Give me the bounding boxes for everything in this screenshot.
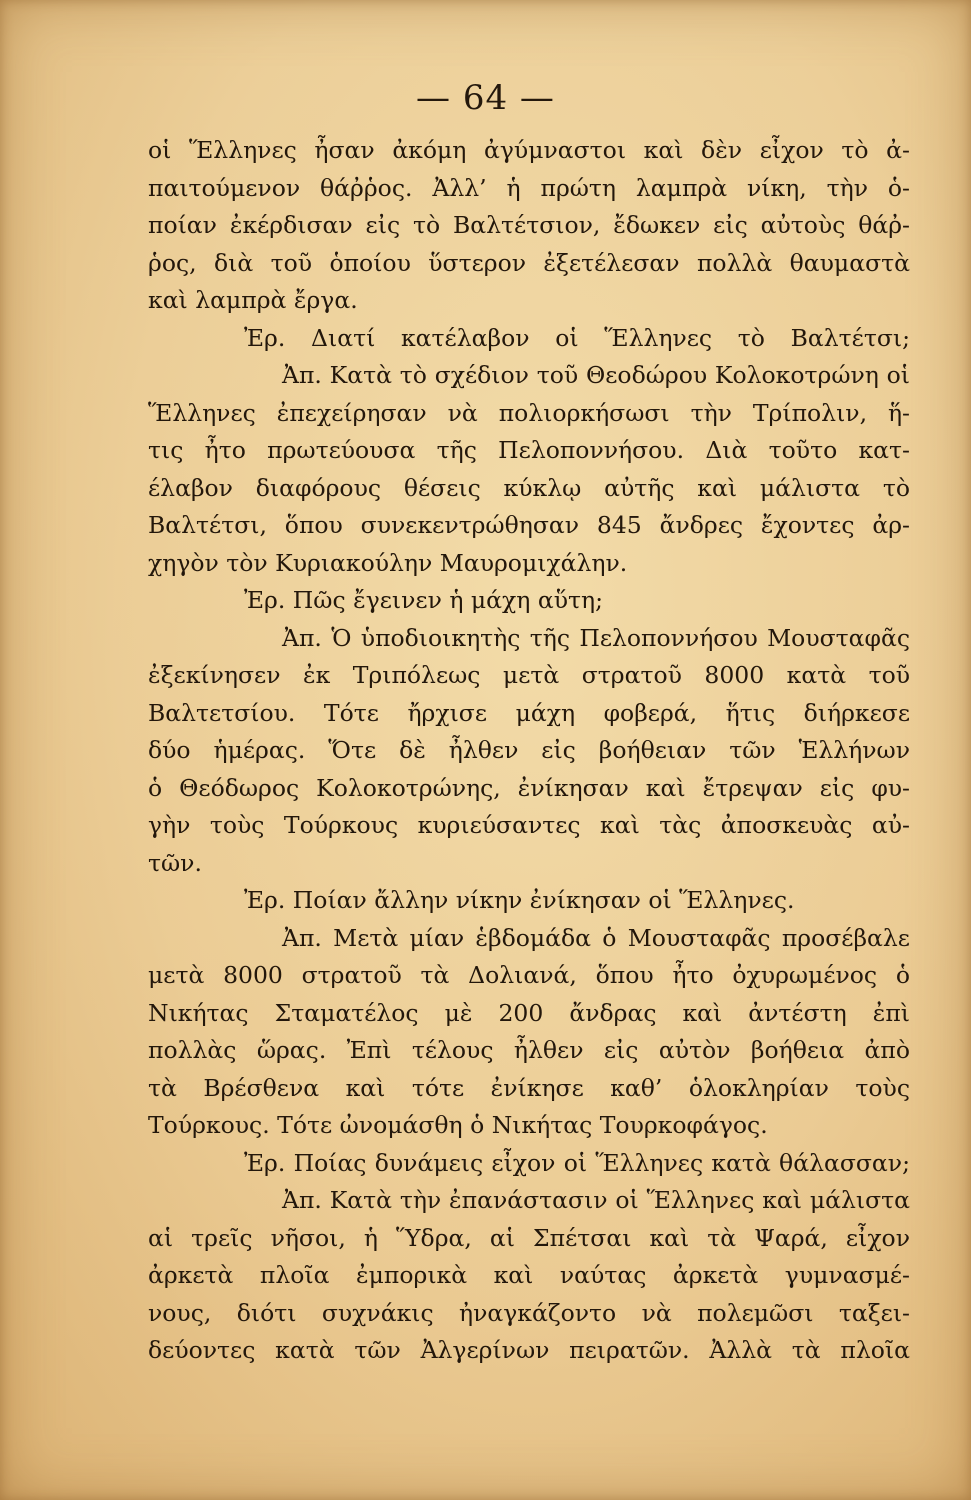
question-line: Ἐρ. Ποίαν ἄλλην νίκην ἐνίκησαν οἱ Ἕλληνες.	[244, 886, 795, 914]
text-line: ποίαν ἐκέρδισαν εἰς τὸ Βαλτέτσιον, ἔδωκεν εἰς αὐτοὺς θάῤ-	[148, 211, 910, 239]
text-line: γὴν τοὺς Τούρκους κυριεύσαντες καὶ τὰς ἀποσκευὰς αὐ-	[148, 811, 910, 839]
text-line: νους, διότι συχνάκις ἠναγκάζοντο νὰ πολεμῶσι ταξει-	[148, 1298, 910, 1327]
text-line: πολλὰς ὥρας. Ἐπὶ τέλους ἦλθεν εἰς αὐτὸν βοήθεια ἀπὸ	[148, 1036, 910, 1064]
text-line: Βαλτέτσι, ὅπου συνεκεντρώθησαν 845 ἄνδρες ἔχοντες ἀρ-	[148, 511, 910, 539]
answer-line: Ἀπ. Κατὰ τὴν ἐπανάστασιν οἱ Ἕλληνες καὶ μάλιστα	[282, 1186, 910, 1214]
text-line: τὰ Βρέσθενα καὶ τότε ἐνίκησε καθ’ ὁλοκληρίαν τοὺς	[148, 1073, 910, 1102]
text-line: Νικήτας Σταματέλος μὲ 200 ἄνδρας καὶ ἀντέστη ἐπὶ	[148, 998, 910, 1027]
text-line: οἱ Ἕλληνες ἦσαν ἀκόμη ἀγύμναστοι καὶ δὲν εἶχον τὸ ἀ-	[148, 136, 910, 164]
text-line: Βαλτετσίου. Τότε ἤρχισε μάχη φοβερά, ἥτις διήρκεσε	[148, 698, 910, 727]
answer-line: Ἀπ. Κατὰ τὸ σχέδιον τοῦ Θεοδώρου Κολοκοτρώνη οἱ	[282, 361, 910, 389]
text-line: ἐξεκίνησεν ἐκ Τριπόλεως μετὰ στρατοῦ 8000 κατὰ τοῦ	[148, 661, 910, 689]
text-line: ὁ Θεόδωρος Κολοκοτρώνης, ἐνίκησαν καὶ ἔτρεψαν εἰς φυ-	[148, 773, 910, 802]
text-line: αἱ τρεῖς νῆσοι, ἡ Ὕδρα, αἱ Σπέτσαι καὶ τὰ Ψαρά, εἶχον	[148, 1223, 910, 1252]
text-line: δύο ἡμέρας. Ὅτε δὲ ἦλθεν εἰς βοήθειαν τῶν Ἑλλήνων	[148, 736, 910, 764]
text-line: ἀρκετὰ πλοῖα ἐμπορικὰ καὶ ναύτας ἀρκετὰ γυμνασμέ-	[148, 1261, 910, 1289]
text-line: χηγὸν τὸν Κυριακούλην Μαυρομιχάλην.	[148, 548, 628, 577]
question-line: Ἐρ. Διατί κατέλαβον οἱ Ἕλληνες τὸ Βαλτέτσι;	[244, 323, 910, 352]
text-line: ῥος, διὰ τοῦ ὁποίου ὕστερον ἐξετέλεσαν πολλὰ θαυμαστὰ	[148, 248, 910, 277]
text-line: μετὰ 8000 στρατοῦ τὰ Δολιανά, ὅπου ἦτο ὀχυρωμένος ὁ	[148, 961, 910, 989]
answer-line: Ἀπ. Μετὰ μίαν ἑβδομάδα ὁ Μουσταφᾶς προσέβαλε	[282, 923, 910, 952]
text-line: έλαβον διαφόρους θέσεις κύκλῳ αὐτῆς καὶ μάλιστα τὸ	[148, 473, 910, 502]
question-line: Ἐρ. Ποίας δυνάμεις εἶχον οἱ Ἕλληνες κατὰ θάλασσαν;	[244, 1148, 910, 1177]
question-line: Ἐρ. Πῶς ἔγεινεν ἡ μάχη αὕτη;	[244, 586, 603, 614]
text-line: τῶν.	[148, 848, 202, 877]
text-line: παιτούμενον θάῤῥος. Ἀλλ’ ἡ πρώτη λαμπρὰ νίκη, τὴν ὁ-	[148, 173, 910, 202]
text-line: Τούρκους. Τότε ὠνομάσθη ὁ Νικήτας Τουρκοφάγος.	[148, 1111, 768, 1139]
text-line: τις ἦτο πρωτεύουσα τῆς Πελοποννήσου. Διὰ τοῦτο κατ-	[148, 436, 910, 464]
text-line: καὶ λαμπρὰ ἔργα.	[148, 286, 358, 314]
text-line: δεύοντες κατὰ τῶν Ἀλγερίνων πειρατῶν. Ἀλλὰ τὰ πλοῖα	[148, 1336, 910, 1364]
page-number: — 64 —	[416, 78, 555, 118]
answer-line: Ἀπ. Ὁ ὑποδιοικητὴς τῆς Πελοποννήσου Μουσταφᾶς	[282, 623, 910, 652]
text-line: Ἕλληνες ἐπεχείρησαν νὰ πολιορκήσωσι τὴν Τρίπολιν, ἥ-	[148, 398, 910, 427]
